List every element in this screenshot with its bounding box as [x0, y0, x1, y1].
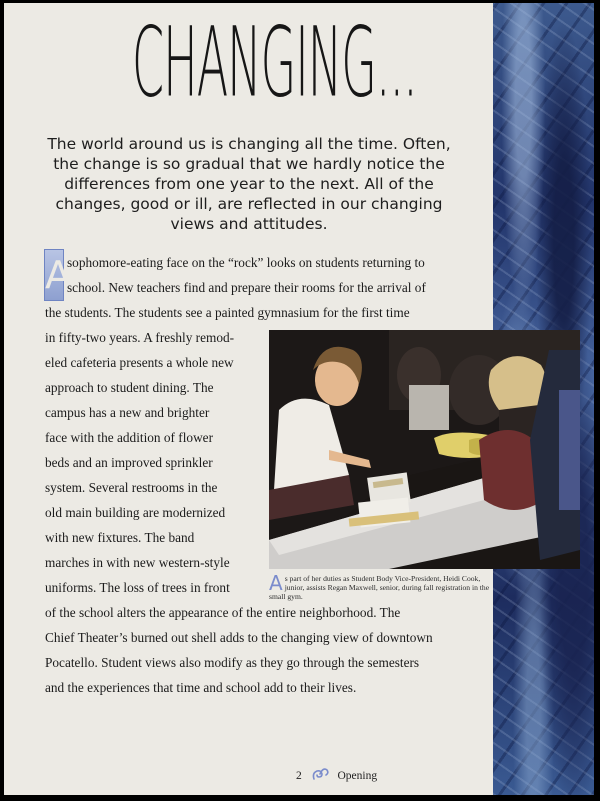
body-line: and the experiences that time and school add to their lives. — [45, 680, 357, 695]
drop-cap: A — [44, 249, 64, 301]
body-line: the students. The students see a painted gymnasium for the first time — [45, 305, 410, 320]
body-line: with new fixtures. The band — [45, 530, 195, 545]
body-line: Pocatello. Student views also modify as they go through the semesters — [45, 655, 420, 670]
body-line: beds and an improved sprinkler — [45, 455, 213, 470]
body-line: sophomore-eating face on the “rock” looks on students returning to — [67, 255, 425, 270]
page-footer — [296, 766, 377, 785]
body-line: eled cafeteria presents a whole new — [45, 355, 234, 370]
page-number: 2 — [296, 769, 302, 782]
body-line: old main building are modernized — [45, 505, 226, 520]
body-line: face with the addition of flower — [45, 430, 213, 445]
body-line: in fifty-two years. A freshly remod- — [45, 330, 235, 345]
caption-drop-cap: A — [269, 571, 283, 595]
body-line: of the school alters the appearance of the entire neighborhood. The — [45, 605, 401, 620]
swirl-ornament-icon — [311, 766, 329, 785]
body-line: campus has a new and brighter — [45, 405, 210, 420]
body-line: Chief Theater’s burned out shell adds to the changing view of downtown — [45, 630, 433, 645]
yearbook-page — [4, 3, 594, 795]
section-name: Opening — [337, 769, 378, 782]
intro-paragraph: The world around us is changing all the time. Often, the change is so gradual that we hardly notice the differences from one year to the next. All of the changes, good or ill, are reflected in our changing views and attitudes. — [47, 135, 451, 233]
photo-caption — [269, 571, 493, 601]
caption-text: s part of her duties as Student Body Vice-President, Heidi Cook, junior, assists Regan Maxwell, senior, during fall registration in the small gym. — [269, 574, 490, 601]
body-line: uniforms. The loss of trees in front — [45, 580, 230, 595]
registration-photo — [269, 330, 580, 569]
body-line: approach to student dining. The — [45, 380, 214, 395]
body-line: marches in with new western-style — [45, 555, 230, 570]
body-line: school. New teachers find and prepare their rooms for the arrival of — [67, 280, 426, 295]
body-line: system. Several restrooms in the — [45, 480, 218, 495]
page-title: CHANGING... — [132, 5, 417, 119]
